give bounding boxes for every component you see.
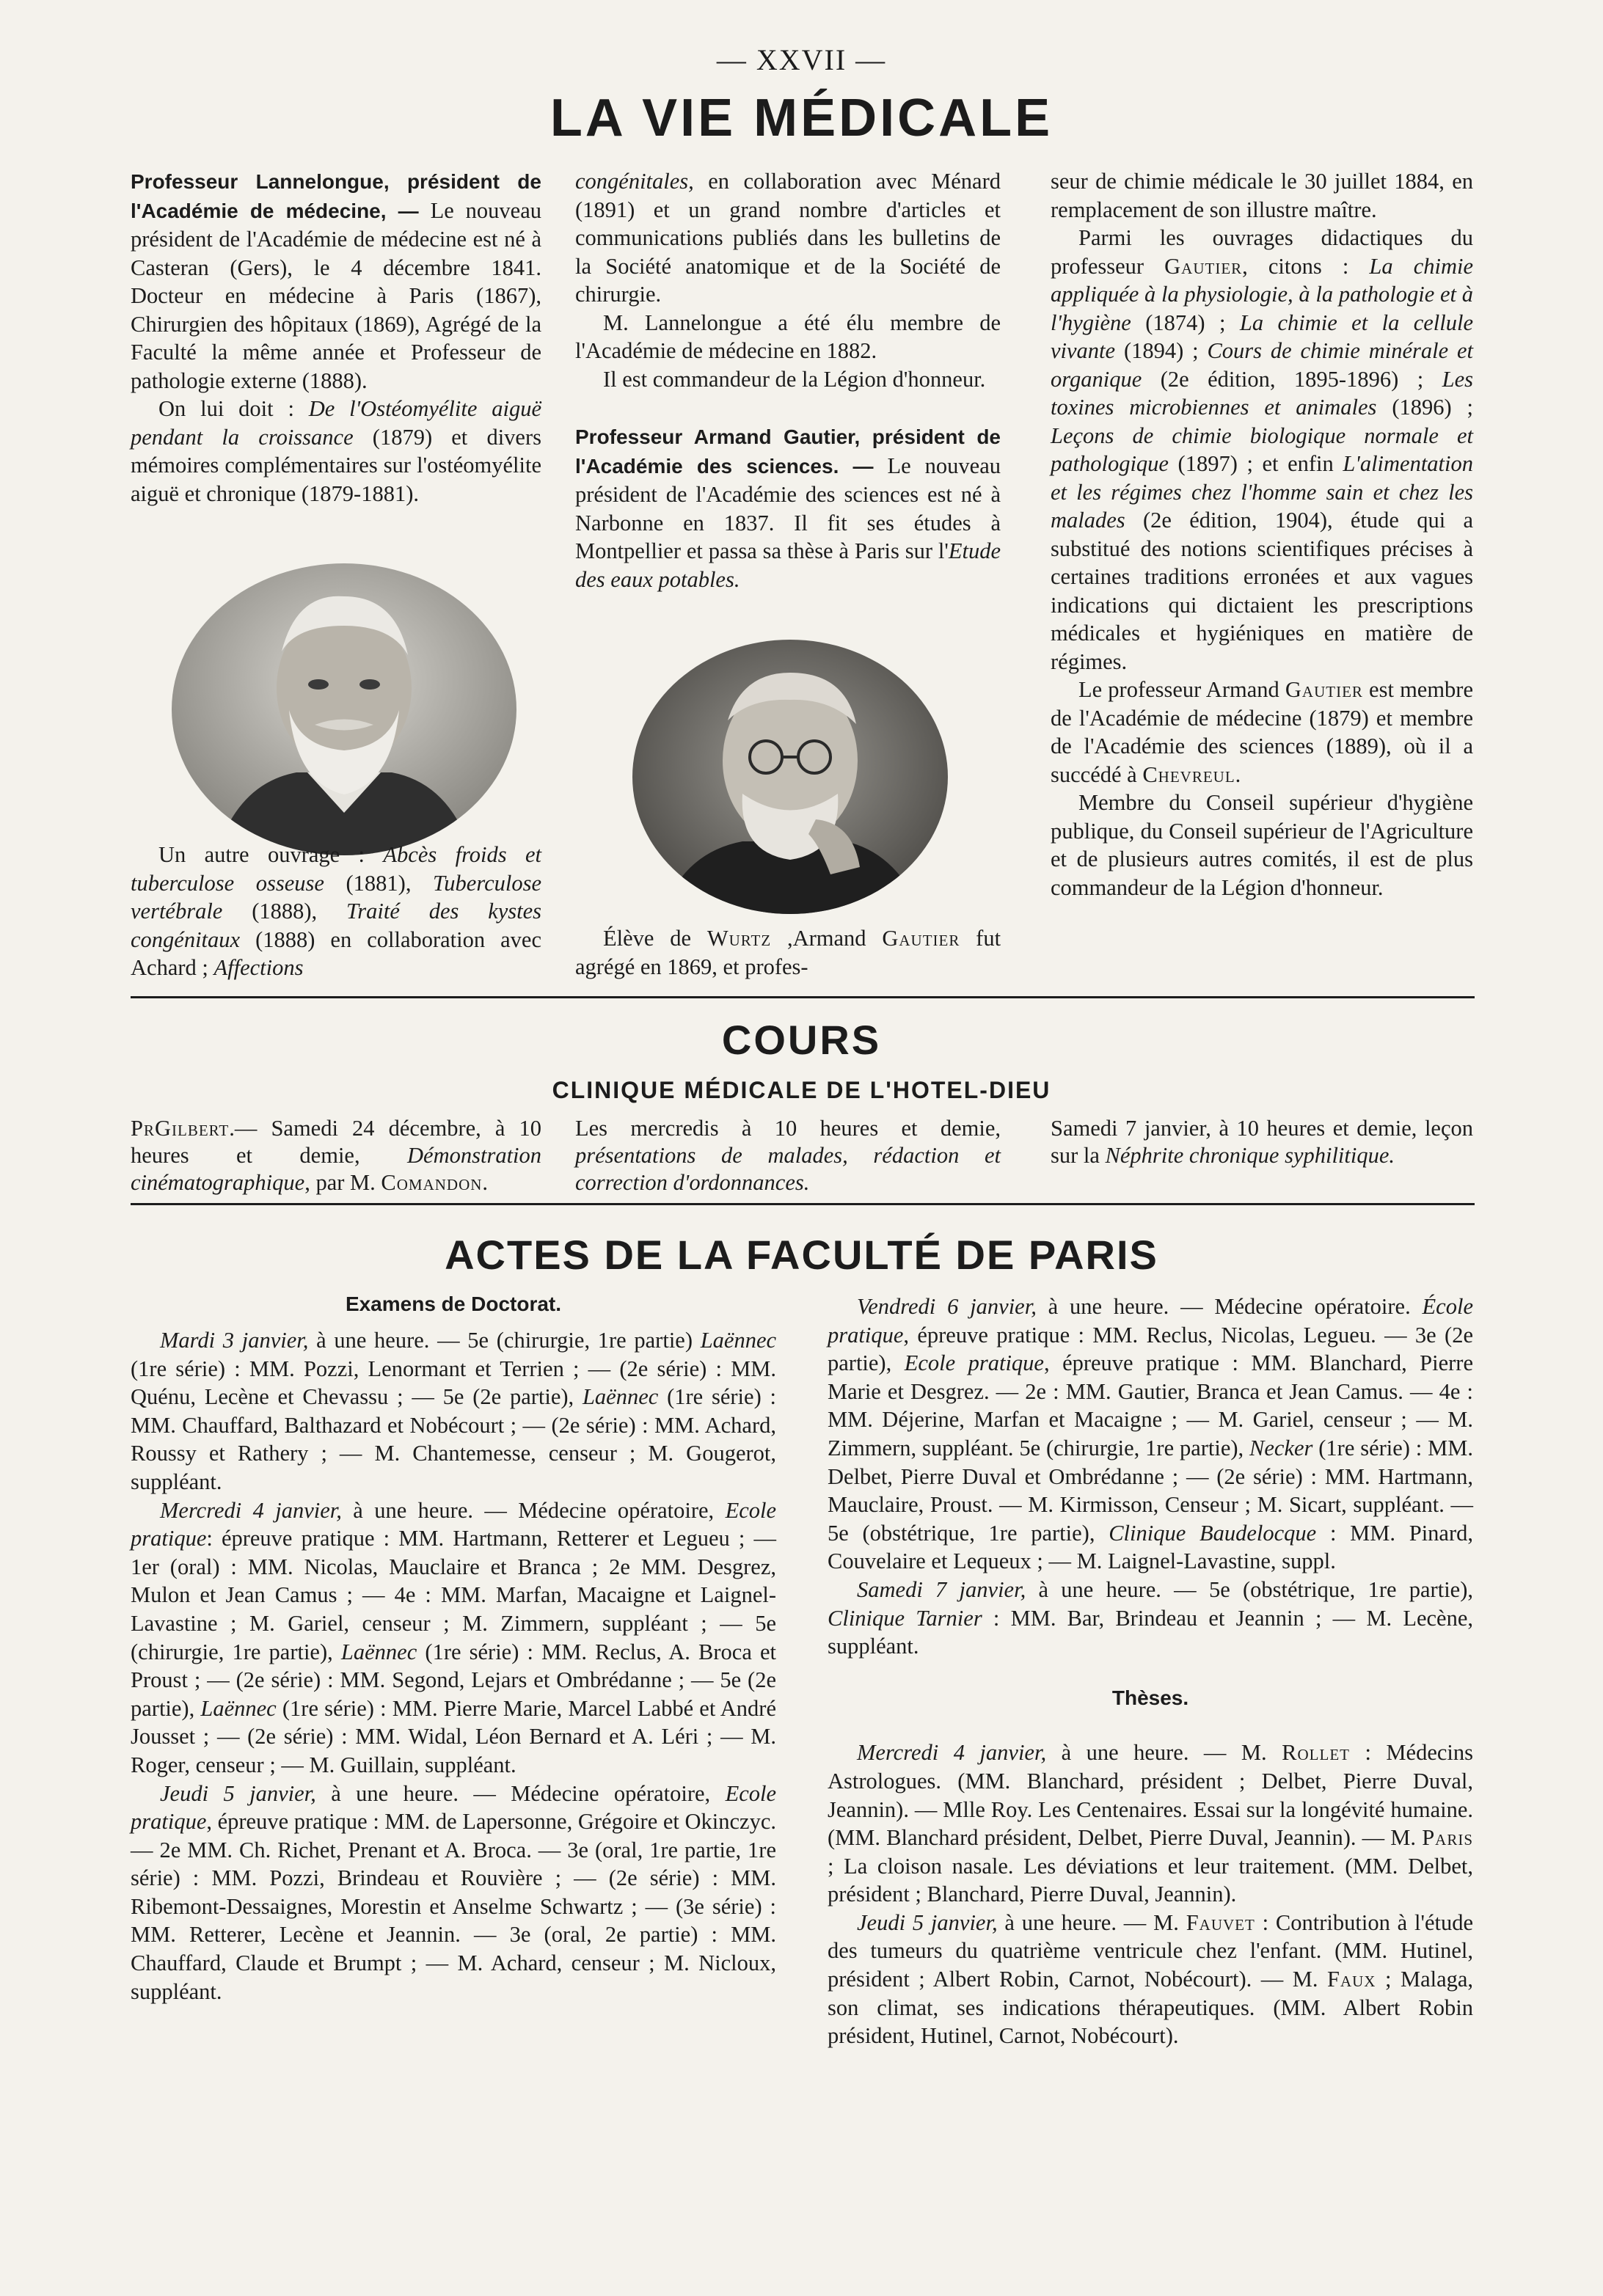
cours-samedi: Samedi 7 janvier, à 10 heures et demie, leçon sur la (1051, 1116, 1473, 1168)
lannelongue-election: M. Lannelongue a été élu membre de l'Académie de médecine en 1882. (575, 310, 1001, 363)
vendredi-t3: , épreuve pratique : MM. Blanchard, Pierre Marie et Desgrez. — 2e : MM. Gautier, Branca et Jean Camus. — 4e : MM. Déjerine, Marfan et Macaigne ; — M. Gariel, censeur ; — M. Zimmern, suppléant. 5e (chirurgie, 1re partie), (828, 1350, 1474, 1460)
samedi-t2: : MM. Bar, Brindeau et Jeannin ; — M. Lecène, suppléant. (828, 1605, 1473, 1659)
mardi-laennec-1: Laënnec (700, 1328, 777, 1353)
mercredi-t4: (1re série) : MM. Pierre Marie, Marcel Labbé et André Jousset ; — (2e série) : MM. Widal, Léon Bernard et A. Léri ; — M. Roger, censeur ; — M. Guillain, suppléant. (131, 1695, 776, 1777)
jeudi-ecole: Ecole pratique (131, 1780, 777, 1835)
lannelongue-works-rest: (1879) et divers mémoires complémentaires sur l'ostéomyélite aiguë et chronique (1879-1881). (131, 424, 541, 506)
actes-left-column (131, 1326, 776, 2006)
these1-t2: : Médecins Astrologues. (MM. Blanchard, président ; Delbet, Pierre Duval, Jeannin). — Mlle Roy. Les Centenaires. Essai sur la longévité humaine. (MM. Blanchard président, Delbet, Pierre Duval, Jeannin). — M. (828, 1740, 1473, 1851)
name-rollet: Rollet (1282, 1740, 1350, 1766)
work-cours-chimie: Cours de chimie minérale et organique (1051, 338, 1474, 392)
mercredi-day: Mercredi 4 janvier, (160, 1497, 342, 1523)
gautier-bio: Le nouveau président de l'Académie des sciences est né à Narbonne en 1837. Il fit ses études à Montpellier et passa sa thèse à Paris sur l' (575, 453, 1001, 563)
mercredi-ecole: Ecole pratique (131, 1497, 776, 1551)
theses-heading: Thèses. (1111, 1686, 1189, 1709)
cours-mercredis: Les mercredis à 10 heures et demie, (575, 1116, 1001, 1141)
lannelongue-collab: (1888) en collaboration avec Achard ; (131, 926, 541, 980)
work-toxines: Les toxines microbiennes et animales (1051, 366, 1474, 420)
portrait-lannelongue (172, 563, 516, 855)
name-faux: Faux (1327, 1967, 1376, 1992)
vendredi-t4: (1re série) : MM. Delbet, Pierre Duval et Ombrédanne ; — (2e série) : MM. Hartmann, Mauclaire, Proust. — M. Kirmisson, Censeur ; M. Sicart, suppléant. — 5e (obstétrique, 1re partie), (828, 1435, 1473, 1546)
edition-1904: (2e édition, 1904), étude qui a substitué des notions scientifiques précises à certaines traditions erronées et aux vagues indications qui dictaient les prescriptions médicales et hygiéniques en matière de régimes. (1051, 508, 1474, 674)
year-1896: (1896) ; (1392, 395, 1474, 420)
gautier-armand: ,Armand (786, 926, 866, 951)
these1-t1: à une heure. — M. (1061, 1740, 1267, 1766)
column-1-top (131, 167, 541, 508)
cours-gilbert-date: .— Samedi 24 décembre, à 10 heures et demie, (131, 1116, 541, 1168)
lannelongue-bio: Le nouveau président de l'Académie de médecine est né à Casteran (Gers), le 4 décembre 1841. Docteur en médecine à Paris (1867), Chirurgien des hôpitaux (1869), Agrégé de la Faculté la même année et Professeur de pathologie externe (1888). (131, 197, 541, 393)
lannelongue-legion: Il est commandeur de la Légion d'honneur. (603, 366, 986, 392)
affections-continued: congénitales, (575, 169, 694, 194)
cours-presentations: présentations de malades, rédaction et correction d'ordonnances. (575, 1143, 1001, 1195)
column-2-bottom (575, 924, 1001, 981)
these1-t3: ; La cloison nasale. Les déviations et leur traitement. (MM. Delbet, président ; Blanchard, Pierre Duval, Jeannin). (828, 1853, 1473, 1907)
name-chevreul: Chevreul. (1142, 761, 1242, 787)
portrait-gautier (632, 640, 948, 914)
gautier-eleve: Élève de (603, 926, 692, 951)
cours-col-1 (131, 1115, 541, 1196)
cours-col-2 (575, 1115, 1001, 1196)
mercredi-t2: : épreuve pratique : MM. Hartmann, Retterer et Legueu ; — 1er (oral) : MM. Nicolas, Mauclaire et Branca ; 2e MM. Desgrez, Mulon et Jean Camus ; — 4e : MM. Marfan, Macaigne et Laignel-Lavastine ; M. Gariel, censeur ; M. Zimmern, suppléant ; — 5e (chirurgie, 1re partie), (131, 1526, 776, 1664)
cours-par: , par M. (304, 1170, 376, 1195)
year-1874: (1874) ; (1145, 310, 1226, 335)
name-gilbert: Gilbert (154, 1116, 230, 1141)
lannelongue-work-abces: Abcès froids et tuberculose osseuse (131, 842, 542, 896)
lannelongue-year-1888: (1888), (252, 899, 318, 924)
gautier-heading: Professeur Armand Gautier, président de l'Académie des sciences. — (575, 425, 1001, 478)
name-gautier-3: Gautier (1285, 677, 1363, 702)
these2-t3: ; Malaga, son climat, ses indications thérapeutiques. (MM. Albert Robin président, Hutinel, Carnot, Nobécourt). (828, 1967, 1474, 2049)
vendredi-baudelocque: Clinique Baudelocque (1109, 1520, 1317, 1546)
vendredi-necker: Necker (1249, 1435, 1313, 1460)
work-alimentation: L'alimentation et les régimes chez l'homme sain et chez les malades (1051, 451, 1473, 533)
cours-title: COURS (721, 1017, 882, 1063)
name-wurtz: Wurtz (706, 926, 772, 951)
name-gautier: Gautier (882, 926, 960, 951)
actes-title: ACTES DE LA FACULTÉ DE PARIS (445, 1232, 1158, 1278)
lannelongue-publications: en collaboration avec Ménard (1891) et un grand nombre d'articles et communications publiés dans les bulletins de la Société anatomique et de la Société de chirurgie. (575, 169, 1001, 307)
mardi-t2: (1re série) : MM. Chauffard, Balthazard et Nobécourt ; — (2e série) : MM. Achard, Roussy et Rathery ; — M. Chantemesse, censeur ; M. Gougerot, suppléant. (131, 1384, 776, 1494)
cours-pr: Pr (131, 1116, 155, 1141)
edition-1895: (2e édition, 1895-1896) ; (1160, 366, 1424, 392)
mardi-day: Mardi 3 janvier, (160, 1328, 309, 1353)
samedi-t1: à une heure. — 5e (obstétrique, 1re partie), (1038, 1576, 1473, 1602)
mercredi-t3: (1re série) : MM. Reclus, A. Broca et Proust ; — (2e série) : MM. Segond, Lejars et Ombrédanne ; — 5e (2e partie), (131, 1639, 777, 1721)
these2-t1: à une heure. — M. (1004, 1909, 1179, 1935)
these1-day: Mercredi 4 janvier, (857, 1740, 1047, 1766)
actes-right-column (828, 1293, 1473, 2050)
samedi-tarnier: Clinique Tarnier (828, 1605, 982, 1631)
mardi-laennec-2: Laënnec (582, 1384, 659, 1410)
mercredi-t1: à une heure. — Médecine opératoire, (353, 1497, 715, 1523)
jeudi-day: Jeudi 5 janvier, (160, 1780, 316, 1806)
year-1897: (1897) ; et enfin (1177, 451, 1334, 476)
lannelongue-work-tuberculose: Tuberculose vertébrale (131, 870, 542, 924)
mardi-t1: (1re série) : MM. Pozzi, Lenormant et Terrien ; — (2e série) : MM. Quénu, Lecène et Chevassu ; — 5e (2e partie), (131, 1356, 776, 1410)
column-2-top (575, 167, 1001, 593)
jeudi-t1: à une heure. — Médecine opératoire, (331, 1780, 711, 1806)
vendredi-t2: , épreuve pratique : MM. Reclus, Nicolas, Legueu. — 3e (2e partie), (828, 1322, 1473, 1376)
divider-2 (131, 1203, 1475, 1205)
cours-col-3 (1051, 1115, 1473, 1169)
work-cellule-vivante: La chimie et la cellule vivante (1051, 310, 1474, 363)
name-fauvet: Fauvet (1186, 1909, 1255, 1935)
cours-subtitle: CLINIQUE MÉDICALE DE L'HOTEL-DIEU (552, 1077, 1051, 1103)
gautier-citons: , citons : (1242, 253, 1349, 279)
gautier-membre: est membre de l'Académie de médecine (1879) et membre de l'Académie des sciences (1889), où il a succédé à (1051, 677, 1473, 787)
lannelongue-work-title: De l'Ostéomyélite aiguë pendant la croissance (131, 396, 541, 450)
year-1894: (1894) ; (1123, 338, 1199, 363)
cours-nephrite: Néphrite chronique syphilitique. (1105, 1143, 1395, 1168)
name-comandon: Comandon. (381, 1170, 489, 1195)
vendredi-day: Vendredi 6 janvier, (857, 1294, 1037, 1319)
name-paris: Paris (1422, 1825, 1474, 1851)
vendredi-ecole-2: Ecole pratique (904, 1350, 1044, 1376)
exam-heading: Examens de Doctorat. (345, 1293, 562, 1315)
gautier-membre-intro: Le professeur Armand (1078, 677, 1279, 702)
gautier-conseil: Membre du Conseil supérieur d'hygiène publique, du Conseil supérieur de l'Agriculture et de plusieurs autres comités, il est de plus commandeur de la Légion d'honneur. (1051, 790, 1473, 900)
work-lecons: Leçons de chimie biologique normale et pathologique (1051, 423, 1473, 476)
gautier-chimie: seur de chimie médicale le 30 juillet 1884, en remplacement de son illustre maître. (1051, 169, 1473, 222)
samedi-day: Samedi 7 janvier, (857, 1576, 1026, 1602)
gautier-agrege: fut agrégé en 1869, et profes- (575, 926, 1001, 979)
divider-1 (131, 996, 1475, 998)
column-3 (1051, 167, 1473, 902)
lannelongue-heading: Professeur Lannelongue, président de l'Académie de médecine, — (131, 170, 541, 222)
page-number: — XXVII — (716, 43, 887, 76)
vendredi-ecole: École pratique (828, 1294, 1473, 1348)
column-1-bottom (131, 841, 541, 982)
vendredi-t5: : MM. Pinard, Couvelaire et Lequeux ; — M. Laignel-Lavastine, suppl. (828, 1520, 1473, 1574)
lannelongue-year-1881: (1881), (346, 870, 412, 896)
lannelongue-other-work-intro: Un autre ouvrage : (158, 842, 365, 867)
mercredi-laennec-2: Laënnec (200, 1695, 277, 1721)
lannelongue-work-affections: Affections (213, 955, 304, 980)
lannelongue-work-traite: Traité des kystes congénitaux (131, 899, 542, 952)
cours-demonstration: Démonstration cinématographique (131, 1143, 542, 1195)
lannelongue-works-intro: On lui doit : (158, 396, 294, 421)
these2-t2: : Contribution à l'étude des tumeurs du quatrième ventricule chez l'enfant. (MM. Hutinel, président ; Albert Robin, Carnot, Nobécourt). — M. (828, 1909, 1474, 1992)
work-chimie-appliquee: La chimie appliquée à la physiologie, à la pathologie et à l'hygiène (1051, 253, 1473, 335)
mardi-t0: à une heure. — 5e (chirurgie, 1re partie) (316, 1328, 693, 1353)
gautier-thesis-title: Etude des eaux potables. (575, 538, 1001, 592)
jeudi-t2: , épreuve pratique : MM. de Lapersonne, Grégoire et Okinczyc. — 2e MM. Ch. Richet, Prenant et A. Broca. — 3e (oral, 1re partie, 1re série) : MM. Pozzi, Brindeau et Rouvière ; — (2e série) : MM. Ribemont-Dessaignes, Morestin et Anselme Schwartz ; — (3e série) : MM. Retterer, Lecène et Jeannin. — 3e (oral, 2e partie) : MM. Chauffard, Claude et Brumpt ; — M. Achard, censeur ; M. Nicloux, suppléant. (131, 1809, 776, 2004)
vendredi-t1: à une heure. — Médecine opératoire. (1048, 1294, 1411, 1319)
mercredi-laennec-1: Laënnec (340, 1639, 417, 1664)
name-gautier-2: Gautier (1164, 253, 1243, 279)
these2-day: Jeudi 5 janvier, (857, 1909, 998, 1935)
page-title: LA VIE MÉDICALE (549, 89, 1054, 147)
gautier-works-intro: Parmi les ouvrages didactiques du professeur (1051, 225, 1473, 279)
